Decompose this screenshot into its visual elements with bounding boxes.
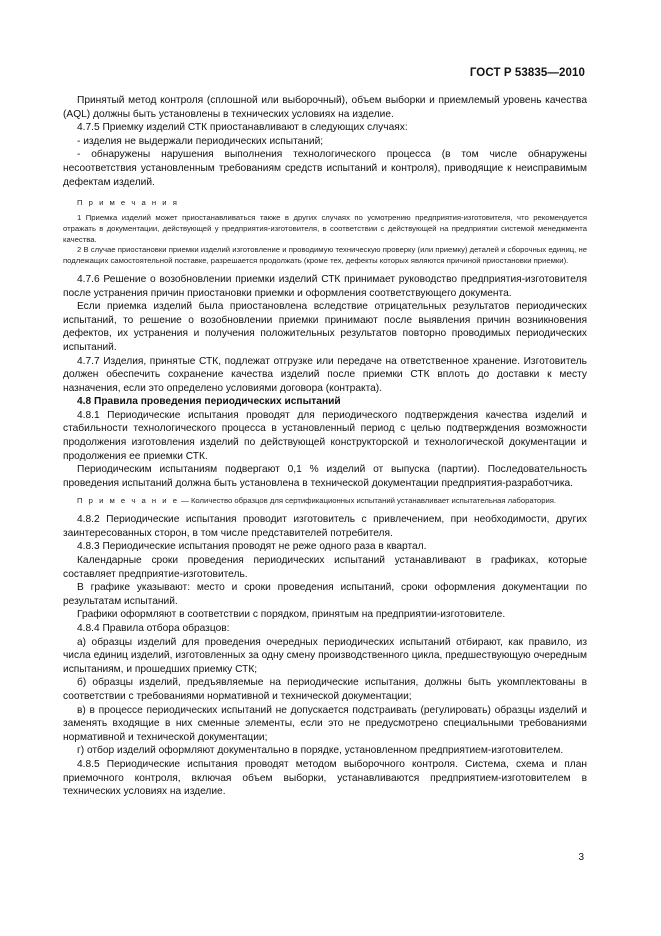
standard-number: ГОСТ Р 53835—2010 <box>469 67 585 79</box>
paragraph: Графики оформляют в соответствии с порядком, принятым на предприятии-изготовителе. <box>77 609 506 621</box>
paragraph: В графике указывают: место и сроки проведения испытаний, сроки оформления документации по результатам испытаний. <box>63 582 587 607</box>
paragraph: Периодическим испытаниям подвергают 0,1 % изделий от выпуска (партии). Последовательность проведения испытаний должна быть установлена в технической документации предприятия-разработчика. <box>63 464 587 489</box>
paragraph: Календарные сроки проведения периодических испытаний устанавливают в графиках, которые составляет предприятие-изготовитель. <box>63 555 587 580</box>
note-text: — Количество образцов для сертификационных испытаний устанавливает испытательная лаборатория. <box>181 496 557 506</box>
paragraph: 4.8.5 Периодические испытания проводят методом выборочного контроля. Система, схема и план приемочного контроля, включая объем выборки, устанавливаются предприятием-изготовителем в технических условиях на изделие. <box>63 758 587 798</box>
section-heading: 4.8 Правила проведения периодических испытаний <box>77 396 341 408</box>
paragraph: г) отбор изделий оформляют документально в порядке, установленном предприятием-изготовителем. <box>77 745 564 757</box>
paragraph: - изделия не выдержали периодических испытаний; <box>77 135 324 147</box>
paragraph: 4.8.2 Периодические испытания проводит изготовитель с привлечением, при необходимости, других заинтересованных сторон, в том числе представителей потребителя. <box>63 514 587 539</box>
paragraph: 4.8.4 Правила отбора образцов: <box>77 622 230 634</box>
paragraph: а) образцы изделий для проведения очередных периодических испытаний отбирают, как правило, из числа единиц изделий, изготовленных за одну смену производственного цикла, предшествующую очередным испытаниям, и прошедших приемку СТК; <box>63 636 587 675</box>
notes-heading: П р и м е ч а н и я <box>77 198 179 208</box>
paragraph: Принятый метод контроля (сплошной или выборочный), объем выборки и приемлемый уровень качества (AQL) должны быть установлены в технических условиях на изделие. <box>63 95 587 120</box>
note-single <box>63 496 587 507</box>
note-item: 1 Приемка изделий может приостанавливаться также в других случаях по усмотрению предприятия-изготовителя, что рекомендуется отражать в документации, действующей у предприятия-изготовителя, в соответствии с действующей на предприятии системой менеджмента качества. <box>63 212 587 244</box>
paragraph: 4.7.7 Изделия, принятые СТК, подлежат отгрузке или передаче на ответственное хранение. Изготовитель должен обеспечить сохранение качества изделий после приемки СТК вплоть до доставки к месту назначения, если это определено условиями договора (контракта). <box>63 355 587 394</box>
paragraph: - обнаружены нарушения выполнения технологического процесса (в том числе обнаружены несоответствия установленным требованиям средств испытаний и контроля), приводящие к неисправимым дефектам изделий. <box>63 149 587 188</box>
page-number: 3 <box>578 852 584 863</box>
note-item: 2 В случае приостановки приемки изделий изготовление и проводимую техническую проверку (или приемку) деталей и сборочных единиц, не подлежащих самостоятельной поставке, разрешается продолжать (кроме тех, дефекты которых являются причиной приостановки приемки). <box>63 245 587 266</box>
paragraph: 4.7.6 Решение о возобновлении приемки изделий СТК принимает руководство предприятия-изготовителя после устранения причин приостановки приемки и оформления соответствующего документа. <box>63 273 587 299</box>
paragraph: б) образцы изделий, предъявляемые на периодические испытания, должны быть укомплектованы в соответствии с требованиями нормативной и технической документации; <box>63 677 587 702</box>
note-label: П р и м е ч а н и е <box>77 496 179 506</box>
paragraph: 4.8.3 Периодические испытания проводят не реже одного раза в квартал. <box>77 541 427 553</box>
paragraph: в) в процессе периодических испытаний не допускается подстраивать (регулировать) образцы изделий и заменять входящие в них сменные элементы, если это не предусмотрено специальными требованиями нормативной и технической документации; <box>63 704 587 743</box>
document-body <box>63 94 587 799</box>
paragraph: 4.8.1 Периодические испытания проводят для периодического подтверждения качества изделий и стабильности технологического процесса в установленный период с целью подтверждения возможности продолжения изготовления изделий по действующей конструкторской и технологической документации и продолжения ее приемки СТК. <box>63 409 587 462</box>
paragraph: 4.7.5 Приемку изделий СТК приостанавливают в следующих случаях: <box>77 122 408 134</box>
paragraph: Если приемка изделий была приостановлена вследствие отрицательных результатов периодических испытаний, то решение о возобновлении приемки принимают после выявления причин возникновения дефектов, их устранения и получения положительных результатов повторно проводимых периодических испытаний. <box>63 301 587 353</box>
